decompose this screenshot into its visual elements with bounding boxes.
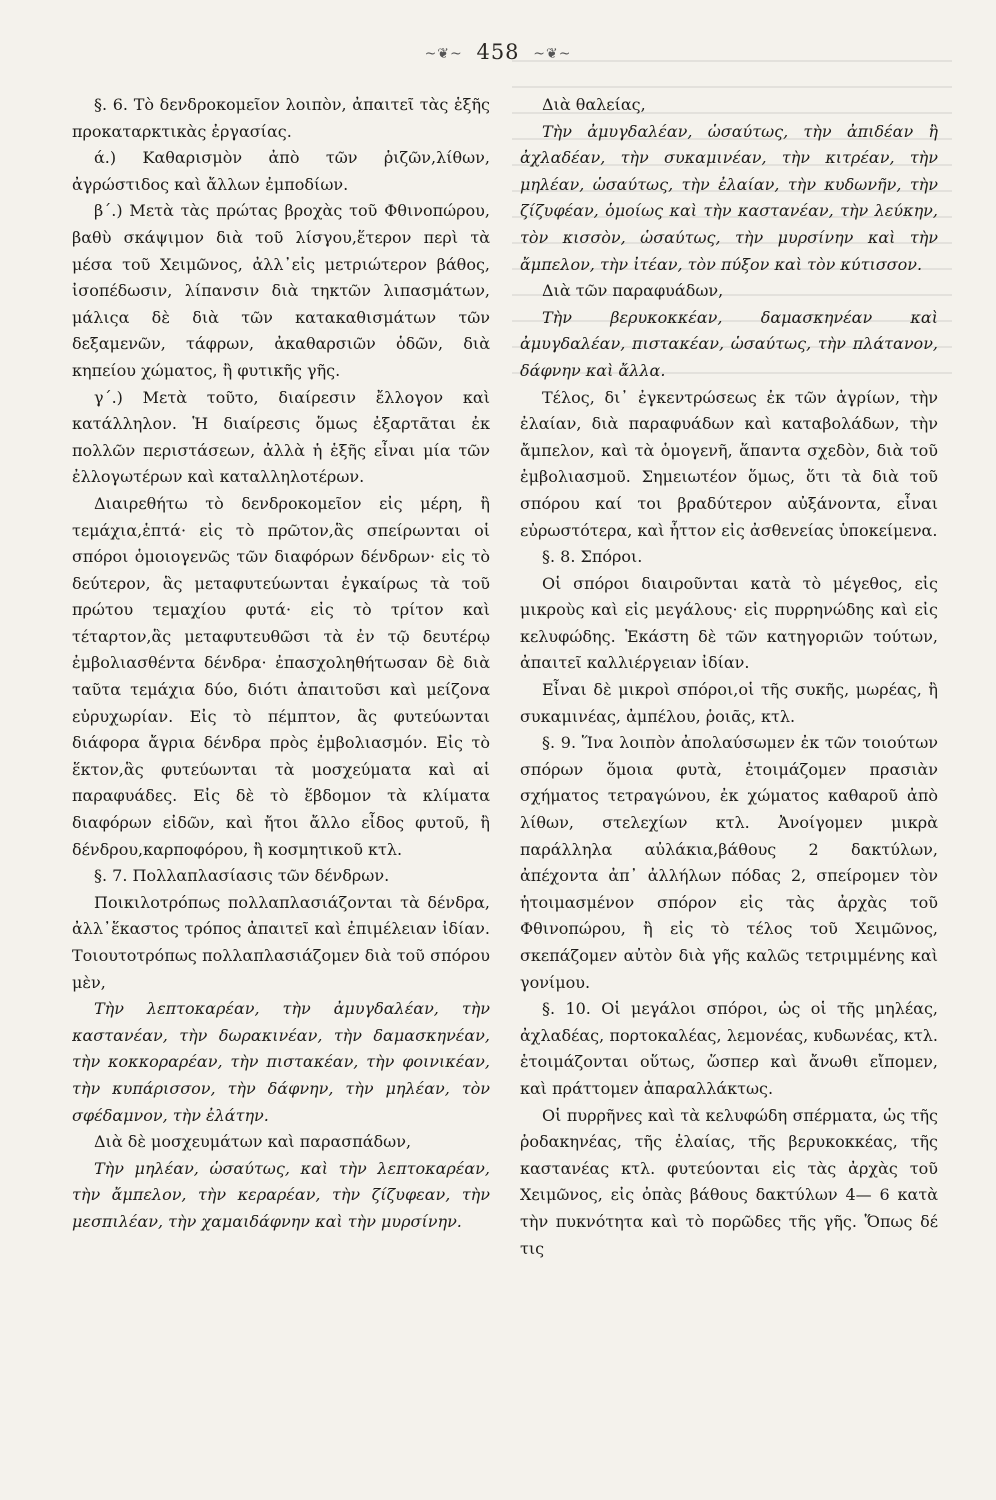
- italic-paragraph: Τὴν βερυκοκκέαν, δαμασκηνέαν καὶ ἀμυγδαλέαν, πιστακέαν, ὡσαύτως, τὴν πλάτανον, δάφνην καὶ ἄλλα.: [520, 307, 938, 380]
- page-number: 458: [476, 40, 520, 64]
- paragraph: §. 6. Τὸ δενδροκομεῖον λοιπὸν, ἀπαιτεῖ τὰς ἑξῆς προκαταρκτικὰς ἐργασίας.: [72, 95, 490, 141]
- right-column: [520, 92, 938, 1472]
- paragraph: Διαιρεθήτω τὸ δενδροκομεῖον εἰς μέρη, ἢ τεμάχια,ἑπτά· εἰς τὸ πρῶτον,ἃς σπείρωνται οἱ σπόροι ὁμοιογενῶς τῶν διαφόρων δένδρων· εἰς τὸ δεύτερον, ἃς μεταφυτεύωνται ἐγκαίρως τὰ τοῦ πρώτου τεμαχίου φυτά· εἰς τὸ τρίτον καὶ τέταρτον,ἃς μεταφυτευθῶσι τὰ ἐν τῷ δευτέρῳ ἐμβολιασθέντα δένδρα· ἐπασχοληθήτωσαν δὲ διὰ ταῦτα τεμάχια δύο, διότι ἀπαιτοῦσι καὶ μείζονα εὐρυχωρίαν. Εἰς τὸ πέμπτον, ἃς φυτεύωνται διάφορα ἄγρια δένδρα πρὸς ἐμβολιασμόν. Εἰς τὸ ἕκτον,ἃς φυτεύωνται τὰ μοσχεύματα καὶ αἱ παραφυάδες. Εἰς δὲ τὸ ἕβδομον τὰ κλίματα διαφόρων εἰδῶν, καὶ ἤτοι ἄλλο εἶδος φυτοῦ, ἢ δένδρου,καρποφόρου, ἢ κοσμητικοῦ κτλ.: [72, 493, 490, 859]
- paragraph: Διὰ θαλείας,: [542, 95, 646, 114]
- paragraph: §. 9. Ἵνα λοιπὸν ἀπολαύσωμεν ἐκ τῶν τοιούτων σπόρων ὅμοια φυτὰ, ἑτοιμάζομεν πρασιὰν σχήματος τετραγώνου, ἐκ χώματος καθαροῦ ἀπὸ λίθων, στελεχίων κτλ. Ἀνοίγομεν μικρὰ παράλληλα αὐλάκια,βάθους 2 δακτύλων, ἀπέχοντα ἀπ᾽ ἀλλήλων πόδας 2, σπείρομεν τὸν ἡτοιμασμένον σπόρον εἰς τὰς ἀρχὰς τοῦ Φθινοπώρου, ἢ εἰς τὸ τέλος τοῦ Χειμῶνος, σκεπάζομεν αὐτὸν διὰ γῆς καλῶς τετριμμένης καὶ γονίμου.: [520, 733, 938, 992]
- list-paragraph: β΄.) Μετὰ τὰς πρώτας βροχὰς τοῦ Φθινοπώρου, βαθὺ σκάψιμον διὰ τοῦ λίσγου,ἕτερον περὶ τὰ μέσα τοῦ Χειμῶνος, ἀλλ᾽εἰς μετριώτερον βάθος, ἰσοπέδωσιν, λίπανσιν διὰ τηκτῶν λιπασμάτων, μάλιςα δὲ διὰ τῶν κατακαθισμάτων τῶν δεξαμενῶν, τάφρων, ἀκαθαρσιῶν ὁδῶν, διὰ κηπείου χώματος, ἢ φυτικῆς γῆς.: [72, 201, 490, 380]
- italic-paragraph: Τὴν μηλέαν, ὡσαύτως, καὶ τὴν λεπτοκαρέαν, τὴν ἄμπελον, τὴν κεραρέαν, τὴν ζίζυφεαν, τὴν μεσπιλέαν, τὴν χαμαιδάφνην καὶ τὴν μυρσίνην.: [72, 1158, 490, 1231]
- list-paragraph: γ΄.) Μετὰ τοῦτο, διαίρεσιν ἔλλογον καὶ κατάλληλον. Ἡ διαίρεσις ὅμως ἐξαρτᾶται ἐκ πολλῶν περιστάσεων, ἀλλὰ ἡ ἑξῆς εἶναι μία τῶν ἐλλογωτέρων καὶ καταλληλοτέρων.: [72, 387, 490, 487]
- paragraph: Ποικιλοτρόπως πολλαπλασιάζονται τὰ δένδρα, ἀλλ᾽ἕκαστος τρόπος ἀπαιτεῖ καὶ ἐπιμέλειαν ἰδίαν. Τοιουτοτρόπως πολλαπλασιάζομεν διὰ τοῦ σπόρου μὲν,: [72, 892, 490, 992]
- paragraph: §. 10. Οἱ μεγάλοι σπόροι, ὡς οἱ τῆς μηλέας, ἀχλαδέας, πορτοκαλέας, λεμονέας, κυδωνέας, κτλ. ἑτοιμάζονται οὕτως, ὥσπερ καὶ ἄνωθι εἴπομεν, καὶ πράττομεν ἀπαραλλάκτως.: [520, 999, 938, 1098]
- paragraph: Τέλος, δι᾽ ἐγκεντρώσεως ἐκ τῶν ἀγρίων, τὴν ἐλαίαν, διὰ παραφυάδων καὶ καταβολάδων, τὴν ἄμπελον, καὶ τὰ ὁμογενῆ, ἅπαντα σχεδὸν, διὰ τοῦ ἐμβολιασμοῦ. Σημειωτέον ὅμως, ὅτι τὰ διὰ τοῦ σπόρου καί τοι βραδύτερον αὐξάνοντα, εἶναι εὐρωστότερα, καὶ ἧττον εἰς ἀσθενείας ὑποκείμενα.: [520, 387, 938, 540]
- paragraph: Διὰ δὲ μοσχευμάτων καὶ παρασπάδων,: [94, 1132, 412, 1152]
- paragraph: Οἱ πυρρῆνες καὶ τὰ κελυφώδη σπέρματα, ὡς τῆς ῥοδακηνέας, τῆς ἐλαίας, τῆς βερυκοκκέας, τῆς καστανέας κτλ. φυτεύονται εἰς τὰς ἀρχὰς τοῦ Χειμῶνος, εἰς ὀπὰς βάθους δακτύλων 4— 6 κατὰ τὴν πυκνότητα καὶ τὸ πορῶδες τῆς γῆς. Ὅπως δέ τις: [520, 1105, 938, 1258]
- list-paragraph: ά.) Καθαρισμὸν ἀπὸ τῶν ῥιζῶν,λίθων, ἀγρώστιδος καὶ ἄλλων ἐμποδίων.: [72, 148, 490, 194]
- paragraph: Εἶναι δὲ μικροὶ σπόροι,οἱ τῆς συκῆς, μωρέας, ἢ συκαμινέας, ἀμπέλου, ῥοιᾶς, κτλ.: [520, 680, 938, 726]
- italic-paragraph: Τὴν ἀμυγδαλέαν, ὡσαύτως, τὴν ἀπιδέαν ἢ ἀχλαδέαν, τὴν συκαμινέαν, τὴν κιτρέαν, τὴν μηλέαν, ὡσαύτως, τὴν ἐλαίαν, τὴν κυδωνῆν, τὴν ζίζυφέαν, ὁμοίως καὶ τὴν καστανέαν, τὴν λεύκην, τὸν κισσὸν, ὡσαύτως, τὴν μυρσίνην καὶ τὴν ἄμπελον, τὴν ἰτέαν, τὸν πύξον καὶ τὸν κύτισσον.: [520, 121, 938, 274]
- left-column: [72, 92, 490, 1472]
- paragraph: Οἱ σπόροι διαιροῦνται κατὰ τὸ μέγεθος, εἰς μικροὺς καὶ εἰς μεγάλους· εἰς πυρρηνώδης καὶ εἰς κελυφώδης. Ἑκάστη δὲ τῶν κατηγοριῶν τούτων, ἀπαιτεῖ καλλιέργειαν ἰδίαν.: [520, 573, 938, 673]
- right-ornament-icon: ~❦~: [533, 45, 572, 62]
- italic-paragraph: Τὴν λεπτοκαρέαν, τὴν ἀμυγδαλέαν, τὴν καστανέαν, τὴν δωρακινέαν, τὴν δαμασκηνέαν, τὴν κοκκοραρέαν, τὴν πιστακέαν, τὴν φοινικέαν, τὴν κυπάρισσον, τὴν δάφνην, τὴν μηλέαν, τὸν σφέδαμνον, τὴν ἐλάτην.: [72, 999, 490, 1125]
- paragraph: §. 8. Σπόροι.: [542, 547, 643, 567]
- paragraph: Διὰ τῶν παραφυάδων,: [542, 281, 724, 301]
- paragraph: §. 7. Πολλαπλασίασις τῶν δένδρων.: [94, 866, 390, 886]
- page-header: [0, 40, 996, 64]
- left-ornament-icon: ~❦~: [424, 45, 463, 62]
